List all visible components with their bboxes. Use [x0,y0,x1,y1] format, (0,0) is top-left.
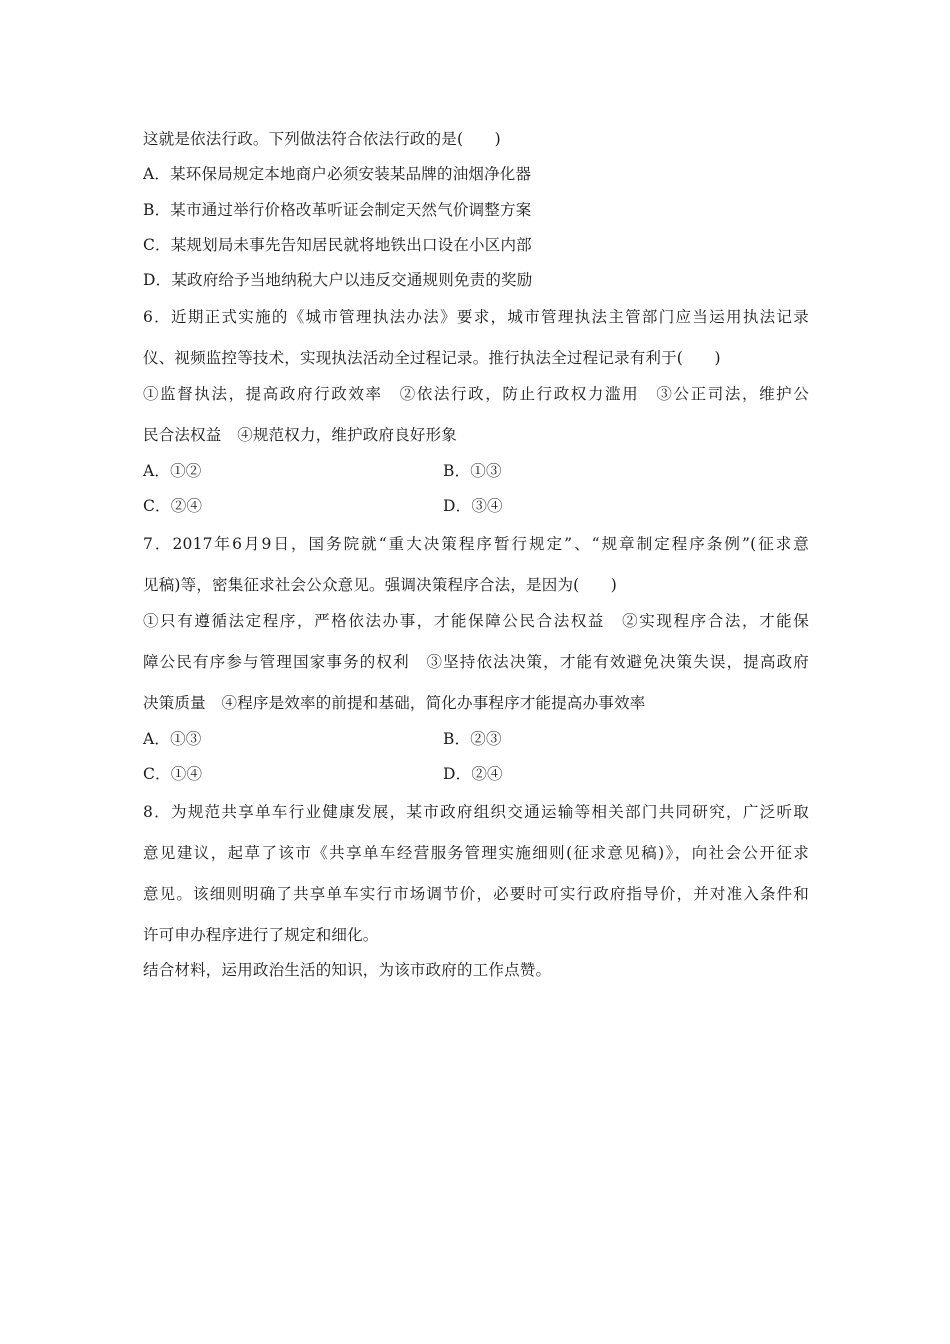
q8-task: 结合材料，运用政治生活的知识，为该市政府的工作点赞。 [143,961,552,979]
q7-stem-line-2: 见稿)等，密集征求社会公众意见。强调决策程序合法，是因为( ) [143,576,618,594]
q7-option-c: C．①④ [143,765,203,783]
q6-option-a: A．①② [143,462,202,480]
q5-option-b: B．某市通过举行价格改革听证会制定天然气价调整方案 [143,201,532,219]
q8-stem-line-1: 8．为规范共享单车行业健康发展，某市政府组织交通运输等相关部门共同研究，广泛听取 [143,803,809,821]
q8-stem-line-3: 意见。该细则明确了共享单车实行市场调节价，必要时可实行政府指导价，并对准入条件和 [143,885,809,903]
q6-option-d: D．③④ [443,497,503,515]
q7-stem-line-1: 7．2017年6月9日，国务院就“重大决策程序暂行规定”、“规章制定程序条例”(征求意 [143,535,809,553]
q6-statements-line-1: ①监督执法，提高政府行政效率 ②依法行政，防止行政权力滥用 ③公正司法，维护公 [143,385,809,403]
q6-statements-line-2: 民合法权益 ④规范权力，维护政府良好形象 [143,426,458,444]
q7-statements-line-1: ①只有遵循法定程序，严格依法办事，才能保障公民合法权益 ②实现程序合法，才能保 [143,612,809,630]
q6-option-b: B．①③ [443,462,502,480]
q8-stem-line-2: 意见建议，起草了该市《共享单车经营服务管理实施细则(征求意见稿)》，向社会公开征求 [143,844,809,862]
q5-option-a: A．某环保局规定本地商户必须安装某品牌的油烟净化器 [143,165,532,183]
q7-option-b: B．②③ [443,730,502,748]
q5-option-c: C．某规划局未事先告知居民就将地铁出口设在小区内部 [143,236,532,254]
q7-option-a: A．①③ [143,730,202,748]
q7-statements-line-2: 障公民有序参与管理国家事务的权利 ③坚持依法决策，才能有效避免决策失误，提高政府 [143,653,809,671]
q8-stem-line-4: 许可申办程序进行了规定和细化。 [143,926,379,944]
q6-option-c: C．②④ [143,497,203,515]
q7-statements-line-3: 决策质量 ④程序是效率的前提和基础，简化办事程序才能提高办事效率 [143,694,646,712]
q5-option-d: D．某政府给予当地纳税大户以违反交通规则免责的奖励 [143,271,533,289]
q6-stem-line-1: 6．近期正式实施的《城市管理执法办法》要求，城市管理执法主管部门应当运用执法记录 [143,308,809,326]
q5-stem-tail: 这就是依法行政。下列做法符合依法行政的是( ) [143,130,501,148]
q6-stem-line-2: 仪、视频监控等技术，实现执法活动全过程记录。推行执法全过程记录有利于( ) [143,349,721,367]
q7-option-d: D．②④ [443,765,503,783]
